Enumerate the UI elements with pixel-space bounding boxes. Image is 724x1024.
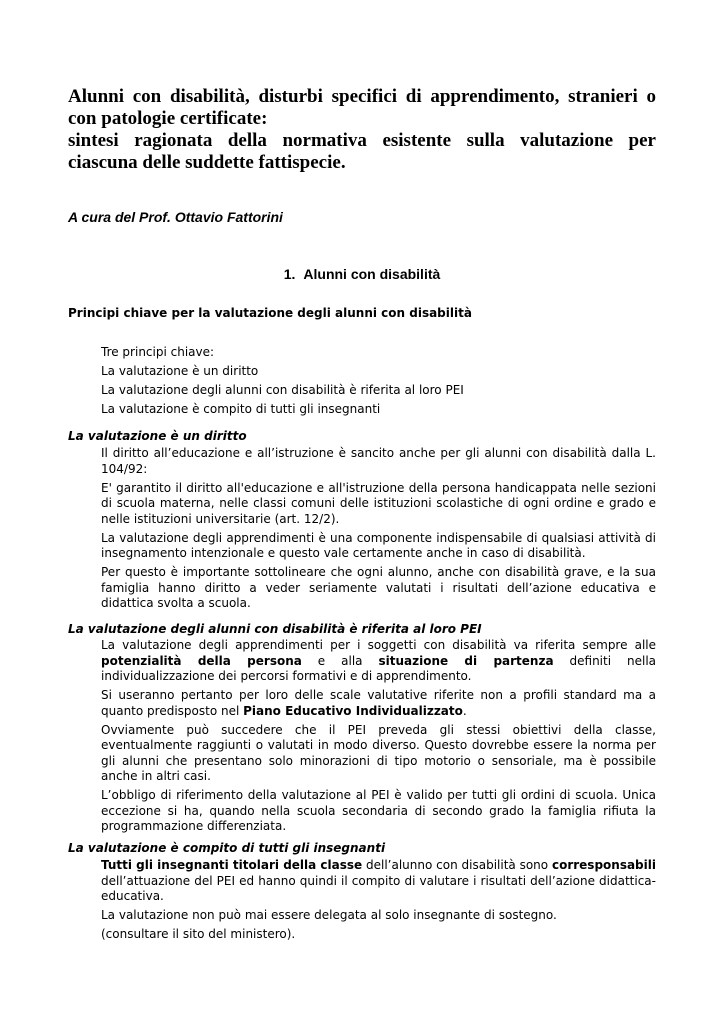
author-credit: A cura del Prof. Ottavio Fattorini: [68, 209, 283, 225]
title-line-3: sintesi ragionata della normativa esistente sulla valutazione per: [68, 130, 656, 151]
text-run: Si useranno pertanto per loro delle scale valutative riferite non a profili standard ma a quanto predisposto nel: [101, 688, 656, 718]
block-body-pei: [101, 638, 656, 838]
paragraph: E' garantito il diritto all'educazione e all'istruzione della persona handicappata nelle sezioni di scuola materna, nelle classi comuni delle istituzioni scolastiche di ogni ordine e grado e nelle istituzioni universitarie (art. 12/2).: [101, 480, 656, 526]
key-principles-heading: Principi chiave per la valutazione degli alunni con disabilità: [68, 306, 472, 320]
paragraph: (consultare il sito del ministero).: [101, 927, 296, 941]
text-run: definiti nella individualizzazione dei percorsi formativi e di apprendimento.: [101, 653, 657, 683]
emphasis: Tutti gli insegnanti titolari della classe: [101, 858, 363, 872]
text-run: dell’alunno con disabilità sono: [362, 858, 552, 872]
principles-list: [101, 343, 464, 419]
text-run: e alla: [301, 653, 379, 668]
principle-item: La valutazione è compito di tutti gli insegnanti: [101, 402, 381, 416]
section-heading: [0, 265, 724, 283]
block-title-right: La valutazione è un diritto: [68, 429, 247, 443]
paragraph: La valutazione degli apprendimenti è una componente indispensabile di qualsiasi attività di insegnamento intenzionale e questo vale certamente anche in caso di disabilità.: [101, 530, 656, 560]
text-run: dell’attuazione del PEI ed hanno quindi il compito di valutare i risultati dell’azione didattica-educativa.: [101, 873, 656, 903]
paragraph: La valutazione non può mai essere delegata al solo insegnante di sostegno.: [101, 908, 557, 922]
emphasis: situazione di partenza: [378, 653, 554, 668]
emphasis: potenzialità della persona: [101, 653, 302, 668]
emphasis: Piano Educativo Individualizzato: [243, 703, 463, 718]
principles-intro: Tre principi chiave:: [101, 345, 215, 359]
principle-item: La valutazione è un diritto: [101, 364, 259, 378]
principle-item: La valutazione degli alunni con disabilità è riferita al loro PEI: [101, 383, 464, 397]
block-body-right: [101, 446, 656, 615]
paragraph: [101, 858, 656, 905]
section-number: 1.: [283, 266, 296, 282]
paragraph: Per questo è importante sottolineare che ogni alunno, anche con disabilità grave, e la sua famiglia hanno diritto a veder seriamente valutati i risultati dell’azione educativa e didattica svolta a scuola.: [101, 565, 656, 610]
paragraph: L’obbligo di riferimento della valutazione al PEI è valido per tutti gli ordini di scuola. Unica eccezione si ha, quando nella scuola secondaria di secondo grado la famiglia rifiuta la programmazione differenziata.: [101, 788, 656, 833]
paragraph: [101, 688, 656, 719]
block-body-teachers: [101, 858, 656, 946]
section-title: Alunni con disabilità: [303, 266, 441, 282]
text-run: .: [462, 703, 467, 718]
title-line-4: ciascuna delle suddette fattispecie.: [68, 152, 346, 173]
document-title: [68, 86, 656, 174]
title-line-2: con patologie certificate:: [68, 108, 268, 129]
paragraph: [101, 638, 656, 685]
paragraph: Il diritto all’educazione e all’istruzione è sancito anche per gli alunni con disabilità dalla L. 104/92:: [101, 446, 656, 476]
paragraph: Ovviamente può succedere che il PEI preveda gli stessi obiettivi della classe, eventualmente raggiunti o valutati in modo diverso. Questo dovrebbe essere la norma per gli alunni che presentano solo minorazioni di tipo motorio o sensoriale, ma è possibile anche in altri casi.: [101, 722, 656, 783]
block-title-pei: La valutazione degli alunni con disabilità è riferita al loro PEI: [68, 622, 482, 636]
block-title-teachers: La valutazione è compito di tutti gli insegnanti: [68, 841, 386, 855]
title-line-1: Alunni con disabilità, disturbi specifici di apprendimento, stranieri o: [68, 86, 656, 107]
text-run: La valutazione degli apprendimenti per i soggetti con disabilità va riferita sempre alle: [101, 638, 656, 652]
emphasis: corresponsabili: [551, 858, 656, 872]
